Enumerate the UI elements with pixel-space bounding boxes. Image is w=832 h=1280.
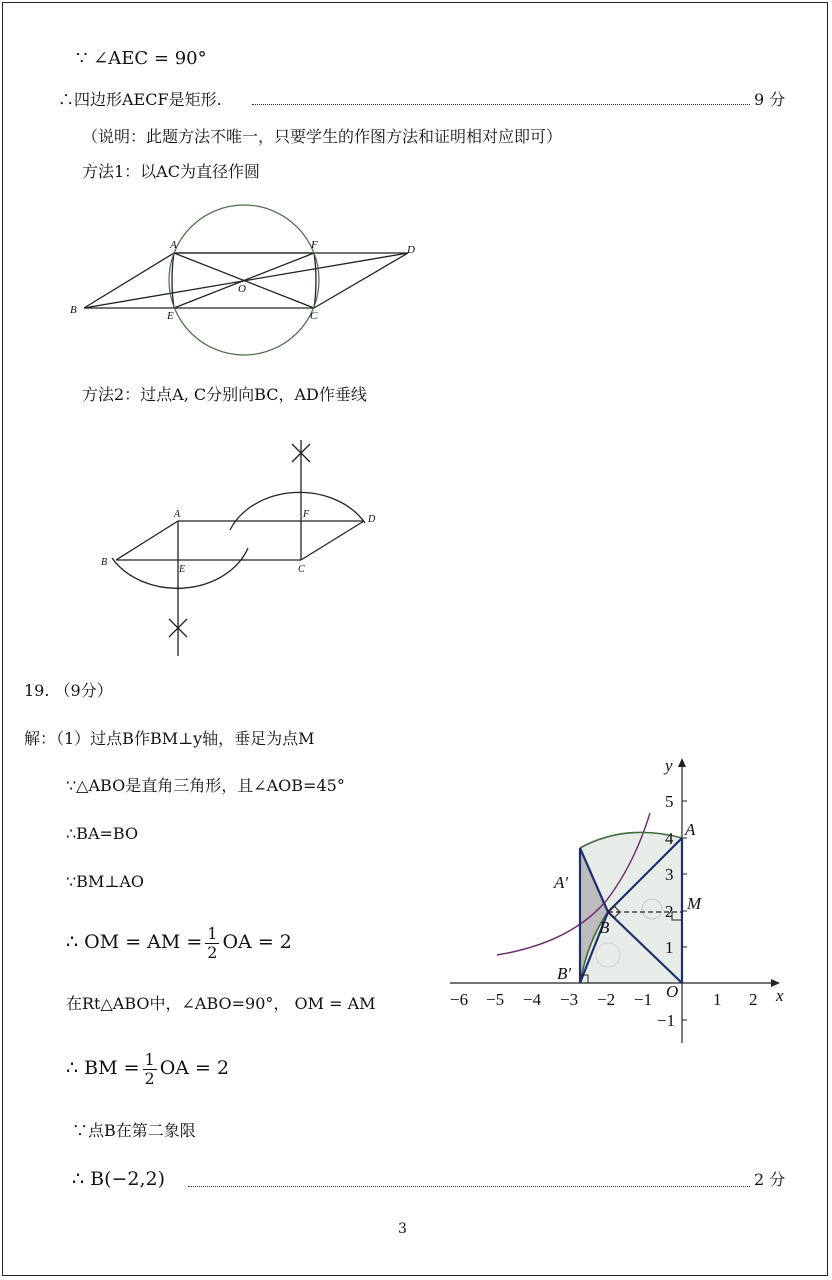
oa-eq-2-b: OA = 2 [159, 1057, 230, 1079]
fig1-label-a: A [170, 239, 177, 251]
x-tick-neg2: −2 [597, 990, 616, 1009]
arc-fc [314, 253, 316, 308]
bm-text: ∴ BM = [66, 1057, 140, 1079]
fig2-label-d: D [368, 514, 376, 525]
fig1-label-o: O [238, 283, 246, 295]
oa-eq-2: OA = 2 [222, 931, 292, 953]
question-19-heading: 19. （9分） [24, 681, 113, 700]
x-tick-neg5: −5 [486, 990, 505, 1009]
score-2: 2 分 [754, 1170, 786, 1189]
seg-ba-2 [116, 521, 178, 560]
figure-method1 [60, 200, 430, 365]
method1-heading: 方法1：以AC为直径作圆 [82, 162, 260, 181]
y-tick-2: 2 [665, 902, 674, 921]
solution-line-rt-abo: 在Rt△ABO中，∠ABO=90°， OM = AM [66, 994, 376, 1013]
note-text: （说明：此题方法不唯一，只要学生的作图方法和证明相对应即可） [82, 127, 563, 146]
fig2-label-f: F [303, 509, 310, 520]
x-tick-2: 2 [749, 990, 758, 1009]
line-angle-aec: ∵ ∠AEC = 90° [76, 48, 207, 69]
x-tick-neg6: −6 [450, 990, 469, 1009]
score-dots-2 [188, 1186, 750, 1187]
fig1-label-f: F [311, 239, 318, 251]
arc-upper [230, 492, 365, 530]
y-tick-neg1: −1 [657, 1011, 676, 1030]
fig2-label-e: E [179, 564, 186, 575]
y-axis-label: y [665, 756, 673, 775]
solution-line-bm-perp: ∵BM⊥AO [66, 872, 145, 891]
fig1-label-d: D [407, 244, 415, 256]
solution-line-right-triangle: ∵△ABO是直角三角形，且∠AOB=45° [66, 776, 345, 795]
fig2-label-b: B [101, 557, 108, 568]
fig1-label-b: B [70, 304, 77, 316]
point-a-prime-label: A′ [554, 873, 569, 892]
arc-ae [172, 253, 174, 308]
line-rectangle-conclusion: ∴四边形AECF是矩形. [58, 90, 222, 109]
score-dots [252, 104, 750, 105]
x-tick-1: 1 [713, 990, 722, 1009]
om-am-text: ∴ OM = AM = [66, 931, 203, 953]
fig2-label-a: A [174, 509, 181, 520]
solution-line-b-coords: ∴ B(−2,2) [72, 1168, 166, 1190]
x-axis-label: x [776, 986, 784, 1005]
solution-line-om-am [66, 922, 292, 966]
point-a-label: A [685, 820, 696, 839]
x-tick-neg3: −3 [560, 990, 579, 1009]
point-b-label: B [599, 918, 610, 937]
fig1-label-e: E [167, 310, 174, 322]
fig2-label-c: C [298, 564, 305, 575]
coordinate-graph [440, 755, 800, 1050]
page-number: 3 [398, 1221, 407, 1237]
origin-label: O [666, 982, 679, 1001]
method2-heading: 方法2：过点A, C分别向BC，AD作垂线 [82, 385, 367, 404]
seg-cd-2 [301, 521, 364, 560]
x-tick-neg4: −4 [523, 990, 542, 1009]
figure-method2 [90, 430, 400, 660]
x-tick-neg1: −1 [634, 990, 653, 1009]
point-m-label: M [687, 894, 702, 913]
solution-line-bm [66, 1048, 229, 1092]
fig1-label-c: C [310, 310, 318, 322]
fraction-half-2: $\frac{1}{2}$ [144, 1049, 155, 1088]
solution-part1: 解：（1）过点B作BM⊥y轴，垂足为点M [24, 729, 315, 748]
fraction-half: $\frac{1}{2}$ [207, 923, 218, 962]
y-tick-3: 3 [665, 865, 674, 884]
seg-bd [84, 253, 408, 308]
y-tick-4: 4 [665, 829, 674, 848]
solution-line-ba-bo: ∴BA=BO [66, 824, 139, 843]
point-b-prime-label: B′ [557, 964, 572, 983]
y-tick-1: 1 [665, 938, 674, 957]
score-9: 9 分 [754, 90, 786, 109]
y-axis-arrow [678, 758, 686, 767]
y-tick-5: 5 [665, 792, 674, 811]
solution-line-quadrant: ∵点B在第二象限 [72, 1121, 196, 1140]
